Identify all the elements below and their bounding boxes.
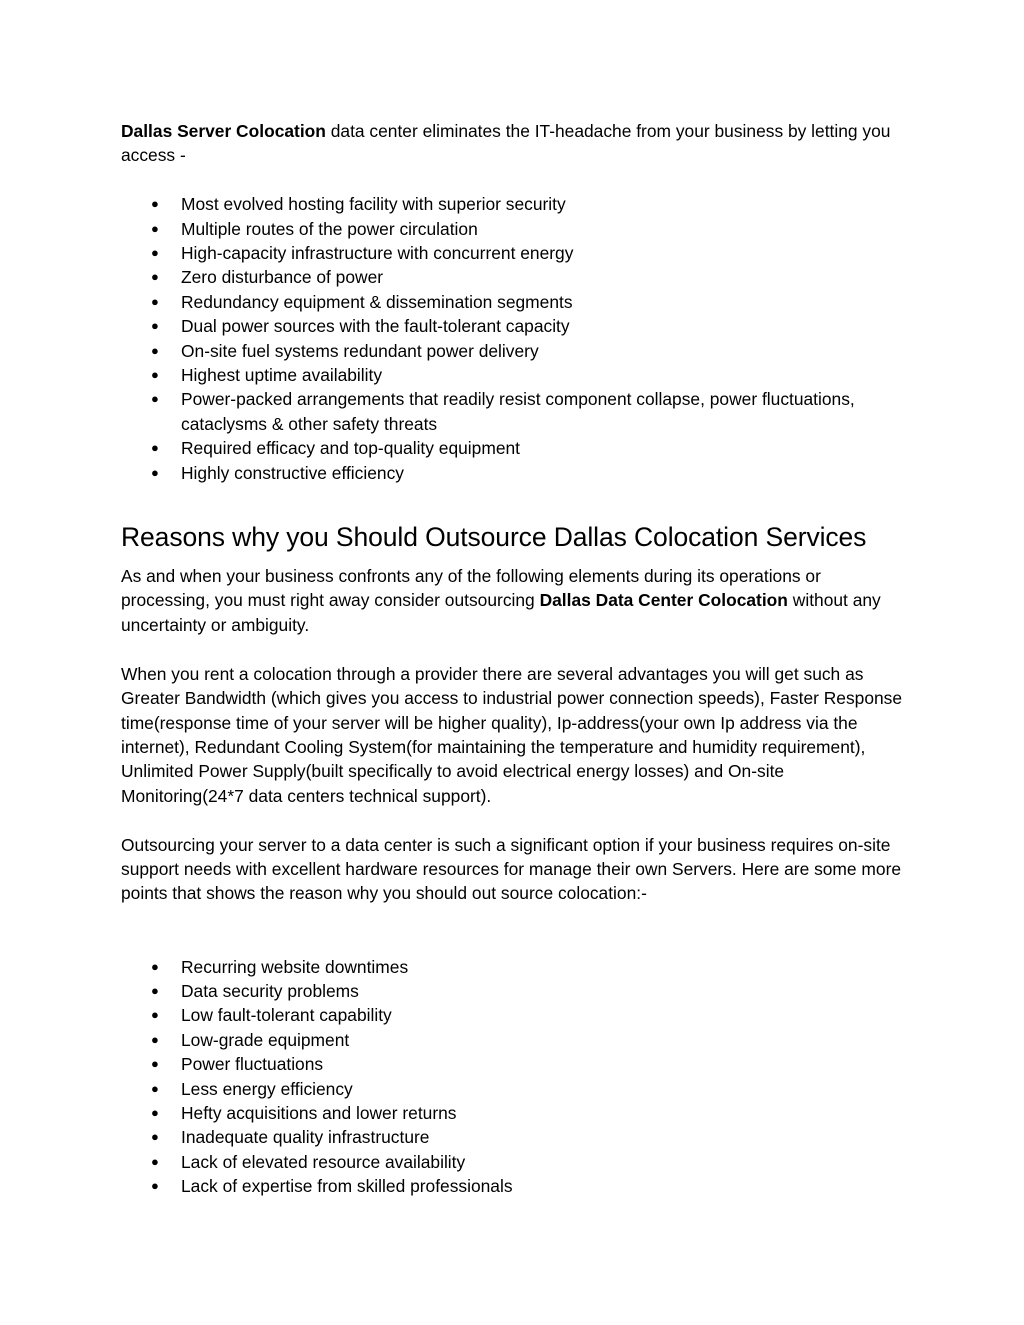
list-item: ● Lack of expertise from skilled professionals: [121, 1174, 911, 1198]
bullet-icon: ●: [151, 293, 159, 309]
list-item: ● Low fault-tolerant capability: [121, 1003, 911, 1027]
document-page: [121, 119, 911, 1199]
intro-bold-term: Dallas Server Colocation: [121, 121, 326, 141]
bullet-icon: ●: [151, 464, 159, 480]
bullet-icon: ●: [151, 982, 159, 998]
bullet-icon: ●: [151, 318, 159, 334]
list-item: ● Redundancy equipment & dissemination segments: [121, 290, 911, 314]
list-item: ● Most evolved hosting facility with superior security: [121, 192, 911, 216]
list-item: ● Hefty acquisitions and lower returns: [121, 1101, 911, 1125]
list-item: ● Dual power sources with the fault-tolerant capacity: [121, 314, 911, 338]
intro-text: data center eliminates the IT-headache from your business by letting you access -: [121, 121, 891, 166]
paragraph-outsourcing: As and when your business confronts any of the following elements during its operations or processing, you must right away consider outsourcing Dallas Data Center Colocation without any uncertainty or ambiguity.: [121, 566, 881, 635]
bullet-icon: ●: [151, 440, 159, 456]
list-item: ● Lack of elevated resource availability: [121, 1150, 911, 1174]
bold-term: Dallas Data Center Colocation: [539, 590, 788, 611]
list-item: ● Required efficacy and top-quality equipment: [121, 436, 911, 460]
bullet-icon: ●: [151, 220, 159, 236]
bullet-icon: ●: [151, 1153, 159, 1169]
list-item: ● High-capacity infrastructure with concurrent energy: [121, 241, 911, 265]
paragraph-advantages: When you rent a colocation through a provider there are several advantages you will get such as Greater Bandwidth (which gives you access to industrial power connection speeds), Faster Response time(response time of your server will be higher quality), Ip-address(your own Ip address via the internet), Redundant Cooling System(for maintaining the temperature and humidity requirement), Unlimited Power Supply(built specifically to avoid electrical energy losses) and On-site Monitoring(24*7 data centers technical support).: [121, 663, 903, 806]
list-item: ● Recurring website downtimes: [121, 955, 911, 979]
bullet-icon: ●: [151, 1007, 159, 1023]
list-item: ● Highly constructive efficiency: [121, 461, 911, 485]
list-item: ● Less energy efficiency: [121, 1077, 911, 1101]
list-item: ● Highest uptime availability: [121, 363, 911, 387]
bullet-icon: ●: [151, 1031, 159, 1047]
list-item: ● Power fluctuations: [121, 1052, 911, 1076]
list-item: ● Data security problems: [121, 979, 911, 1003]
bullet-icon: ●: [151, 269, 159, 285]
bullet-icon: ●: [151, 367, 159, 383]
bullet-icon: ●: [151, 1178, 159, 1194]
list-item: ● Multiple routes of the power circulation: [121, 217, 911, 241]
section-heading: Reasons why you Should Outsource Dallas Colocation Services: [121, 522, 867, 553]
intro-paragraph: [121, 119, 911, 168]
features-list: [121, 192, 911, 485]
list-item: ● Zero disturbance of power: [121, 265, 911, 289]
bullet-icon: ●: [151, 1129, 159, 1145]
list-item: ● Power-packed arrangements that readily resist component collapse, power fluctuations, cataclysms & other safety threats: [151, 389, 855, 434]
list-item: ● On-site fuel systems redundant power delivery: [121, 339, 911, 363]
bullet-icon: ●: [151, 1080, 159, 1096]
list-item: ● Low-grade equipment: [121, 1028, 911, 1052]
bullet-icon: ●: [151, 391, 159, 407]
bullet-icon: ●: [151, 342, 159, 358]
paragraph-reasons-intro: Outsourcing your server to a data center is such a significant option if your business requires on-site support needs with excellent hardware resources for manage their own Servers. Here are some more points that shows the reason why you should out source colocation:-: [121, 834, 902, 904]
bullet-icon: ●: [151, 196, 159, 212]
bullet-icon: ●: [151, 245, 159, 261]
bullet-icon: ●: [151, 1056, 159, 1072]
bullet-icon: ●: [151, 1104, 159, 1120]
bullet-icon: ●: [151, 958, 159, 974]
list-item: ● Inadequate quality infrastructure: [121, 1125, 911, 1149]
reasons-list: [121, 955, 911, 1199]
